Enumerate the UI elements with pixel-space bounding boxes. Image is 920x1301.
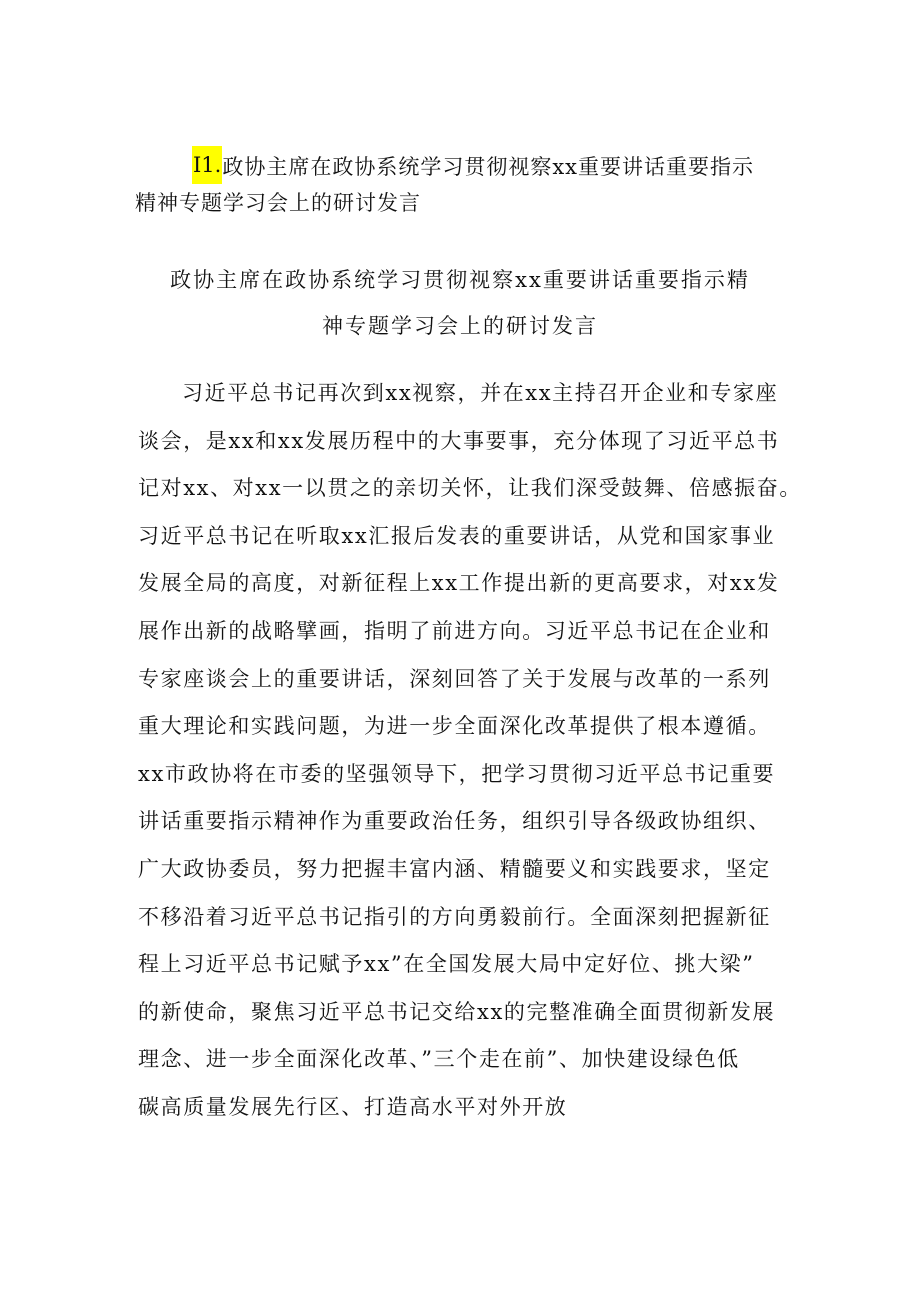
- toc-entry[interactable]: [135, 148, 785, 220]
- toc-title-part-1: 政协主席在政协系统学习贯彻视察xx重要讲话重要指示: [222, 155, 755, 179]
- body-line: 习近平总书记再次到xx视察，并在xx主持召开企业和专家座: [182, 381, 779, 405]
- body-line: 习近平总书记在听取xx汇报后发表的重要讲话，从党和国家事业: [138, 523, 776, 548]
- body-line: 记对xx、对xx一以贯之的亲切关怀，让我们深受鼓舞、倍感振奋。: [138, 476, 802, 501]
- body-line: 理念、进一步全面深化改革、”三个走在前”、加快建设绿色低: [138, 1047, 740, 1072]
- document-title: [135, 257, 785, 349]
- body-line: 谈会，是xx和xx发展历程中的大事要事，充分体现了习近平总书: [138, 428, 780, 453]
- body-line: 展作出新的战略擘画，指明了前进方向。习近平总书记在企业和: [138, 618, 771, 643]
- toc-number-highlight: I1.: [192, 146, 222, 184]
- body-line: 讲话重要指示精神作为重要政治任务，组织引导各级政协组织、: [138, 809, 771, 834]
- title-line-1: 政协主席在政协系统学习贯彻视察xx重要讲话重要指示精: [170, 268, 750, 292]
- body-line: 广大政协委员，努力把握丰富内涵、精髓要义和实践要求，坚定: [138, 856, 771, 881]
- title-line-2: 神专题学习会上的研讨发言: [322, 314, 598, 338]
- toc-line-2: 精神专题学习会上的研讨发言: [135, 191, 421, 215]
- body-line: xx市政协将在市委的坚强领导下，把学习贯彻习近平总书记重要: [138, 761, 776, 786]
- body-line: 的新使命，聚焦习近平总书记交给xx的完整准确全面贯彻新发展: [138, 999, 776, 1024]
- body-line: 程上习近平总书记赋予xx”在全国发展大局中定好位、挑大梁”: [138, 952, 755, 977]
- body-line: 专家座谈会上的重要讲话，深刻回答了关于发展与改革的一系列: [138, 666, 771, 691]
- body-line: 不移沿着习近平总书记指引的方向勇毅前行。全面深刻把握新征: [138, 904, 771, 929]
- body-line: 发展全局的高度，对新征程上xx工作提出新的更高要求，对xx发: [138, 571, 780, 596]
- toc-line-1: [135, 148, 785, 186]
- body-paragraph: [138, 370, 802, 1132]
- body-line: 重大理论和实践问题，为进一步全面深化改革提供了根本遵循。: [138, 714, 771, 739]
- body-line: 碳高质量发展先行区、打造高水平对外开放: [138, 1094, 568, 1119]
